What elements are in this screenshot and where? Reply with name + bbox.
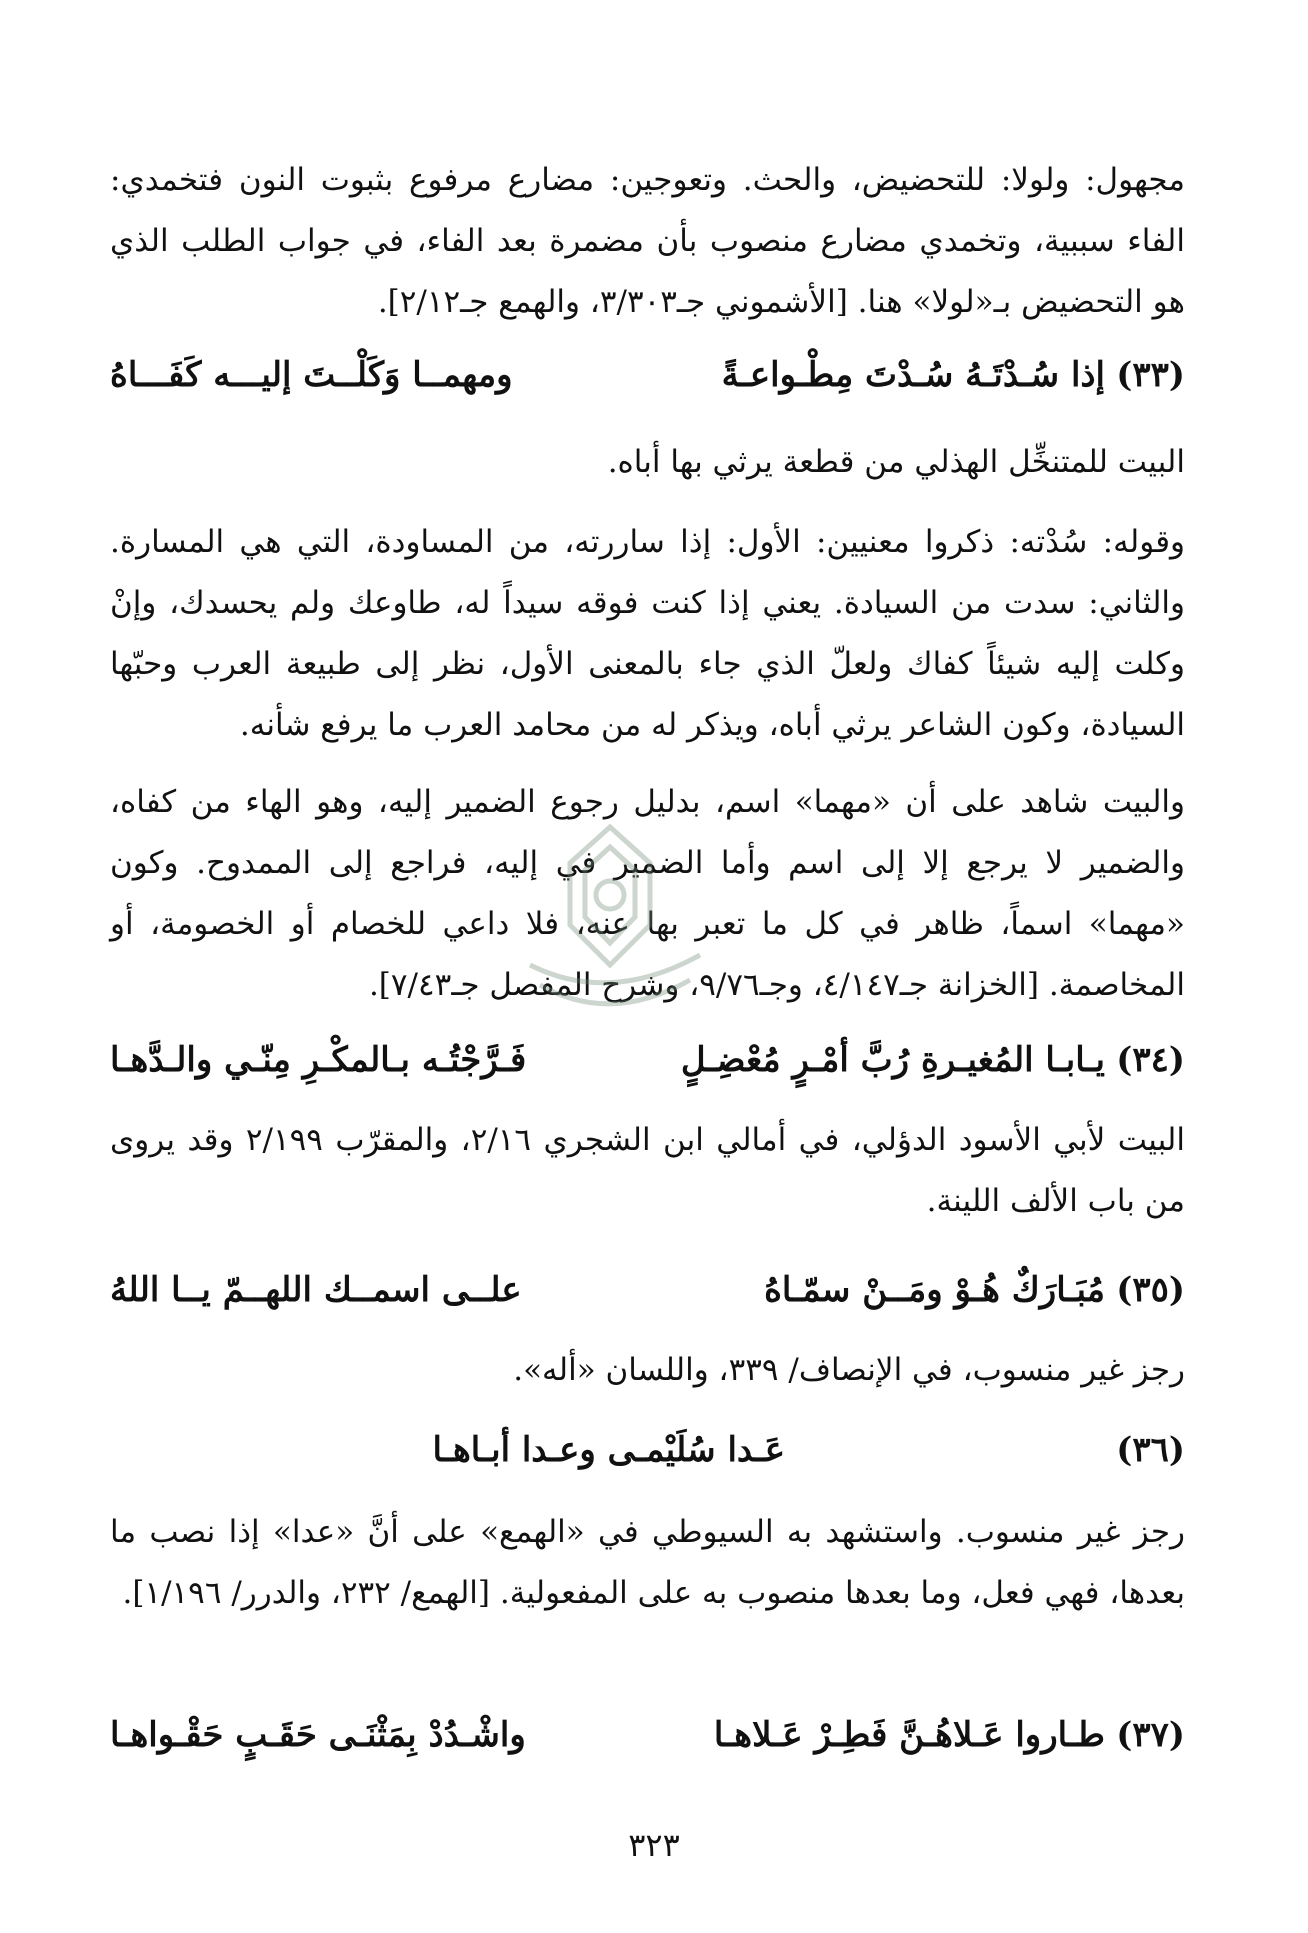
verse-second-hemistich: علــى اسمــك اللهــمّ يــا اللهُ bbox=[110, 1270, 522, 1310]
paragraph-text: رجز غير منسوب، في الإنصاف/ ٣٣٩، واللسان «أله». bbox=[513, 1352, 1185, 1388]
verse-number: (٣٥) bbox=[1116, 1270, 1185, 1310]
paragraph-6 bbox=[110, 1340, 1185, 1401]
paragraph-2 bbox=[110, 432, 1185, 493]
verse-first-hemistich: يـابـا المُغيـرةِ رُبَّ أمْـرٍ مُعْضِـلٍ bbox=[680, 1040, 1105, 1080]
paragraph-3 bbox=[110, 512, 1185, 756]
paragraph-7 bbox=[110, 1502, 1185, 1624]
verse-35 bbox=[110, 1260, 1185, 1320]
verse-34 bbox=[110, 1030, 1185, 1090]
paragraph-text: وقوله: سُدْته: ذكروا معنيين: الأول: إذا ساررته، من المساودة، التي هي المسارة. والثاني: سدت من السيادة. يعني إذا كنت فوقه سيداً له، طاوعك ولم يحسدك، وإنْ وكلت إليه شيئاً كفاك ولعلّ الذي جاء بالمعنى الأول، نظر إلى طبيعة العرب وحبّها السيادة، وكون الشاعر يرثي أباه، ويذكر له من محامد العرب ما يرفع شأنه. bbox=[110, 524, 1185, 743]
verse-33 bbox=[110, 345, 1185, 405]
paragraph-text: البيت لأبي الأسود الدؤلي، في أمالي ابن الشجري ٢/١٦، والمقرّب ٢/١٩٩ وقد يروى من باب الألف اللينة. bbox=[110, 1122, 1185, 1219]
verse-first-hemistich: عَـدا سُلَيْمـى وعـدا أبـاهـا bbox=[432, 1430, 785, 1470]
library-seal-watermark bbox=[500, 815, 720, 1025]
verse-first-hemistich: إذا سُـدْتَـهُ سُـدْتَ مِطْـواعـةً bbox=[721, 355, 1105, 395]
verse-number: (٣٦) bbox=[1116, 1430, 1185, 1470]
verse-36 bbox=[110, 1420, 1185, 1480]
verse-second-hemistich: ومهمــا وَكَلْــتَ إليـــه كَفَـــاهُ bbox=[110, 355, 513, 395]
verse-number: (٣٣) bbox=[1116, 355, 1185, 395]
verse-first-hemistich: طـاروا عَـلاهُـنَّ فَطِـرْ عَـلاهـا bbox=[713, 1715, 1105, 1755]
verse-second-hemistich: فَـرَّجْتُـه بـالمكْـرِ مِنّـي والـدَّهـا bbox=[110, 1040, 527, 1080]
paragraph-text: مجهول: ولولا: للتحضيض، والحث. وتعوجين: مضارع مرفوع بثبوت النون فتخمدي: الفاء سببية، وتخمدي مضارع منصوب بأن مضمرة بعد الفاء، في جواب الطلب الذي هو التحضيض بـ«لولا» هنا. [الأشموني جـ٣/٣٠٣، والهمع جـ٢/١٢]. bbox=[110, 162, 1185, 320]
paragraph-text: رجز غير منسوب. واستشهد به السيوطي في «الهمع» على أنَّ «عدا» إذا نصب ما بعدها، فهي فعل، وما بعدها منصوب به على المفعولية. [الهمع/ ٢٣٢، والدرر/ ١/١٩٦]. bbox=[110, 1514, 1185, 1611]
paragraph-5 bbox=[110, 1110, 1185, 1232]
paragraph-text: البيت للمتنخِّل الهذلي من قطعة يرثي بها أباه. bbox=[607, 444, 1185, 480]
verse-number: (٣٤) bbox=[1116, 1040, 1185, 1080]
verse-second-hemistich: واشْـدُدْ بِمَثْنَـى حَقَـبٍ حَقْـواهـا bbox=[110, 1715, 526, 1755]
verse-first-hemistich: مُبَـارَكٌ هُـوْ ومَــنْ سمّـاهُ bbox=[764, 1270, 1105, 1310]
verse-37 bbox=[110, 1705, 1185, 1765]
paragraph-text: والبيت شاهد على أن «مهما» اسم، بدليل رجوع الضمير إليه، وهو الهاء من كفاه، والضمير لا يرجع إلا إلى اسم وأما الضمير في إليه، فراجع إلى الممدوح. وكون «مهما» اسماً، ظاهر في كل ما تعبر بها عنه، فلا داعي للخصام أو الخصومة، أو المخاصمة. [الخزانة جـ٤/١٤٧، وجـ٩/٧٦، وشرح المفصل جـ٧/٤٣]. bbox=[110, 784, 1185, 1003]
paragraph-1 bbox=[110, 150, 1185, 333]
page-number: ٣٢٣ bbox=[628, 1826, 680, 1864]
verse-number: (٣٧) bbox=[1116, 1715, 1185, 1755]
